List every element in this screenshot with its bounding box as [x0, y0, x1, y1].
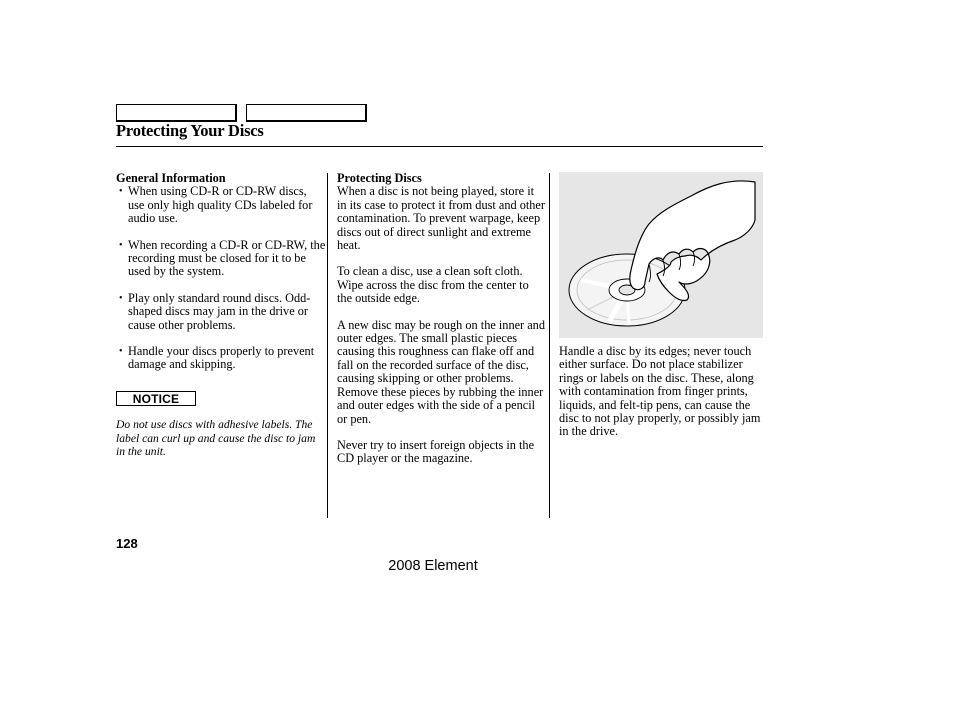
paragraph: To clean a disc, use a clean soft cloth. Wipe across the disc from the center to the outside edge. [337, 264, 529, 306]
column-illustration [559, 172, 763, 452]
general-information-list [116, 185, 326, 371]
column-protecting-discs [337, 172, 545, 479]
notice-badge: NOTICE [116, 391, 196, 406]
general-information-heading: General Information [116, 171, 226, 185]
section-tab-2 [246, 104, 367, 122]
title-rule [116, 146, 763, 147]
column-general-information [116, 172, 326, 459]
page-number: 128 [116, 536, 138, 551]
list-item: • Handle your discs properly to prevent damage and skipping. [116, 345, 326, 372]
column-divider-2 [549, 173, 550, 518]
notice-text: Do not use discs with adhesive labels. The label can curl up and cause the disc to jam in the unit. [116, 418, 316, 459]
protecting-discs-heading: Protecting Discs [337, 171, 422, 185]
list-item: • Play only standard round discs. Odd-shaped discs may jam in the drive or cause other problems. [116, 292, 326, 332]
illustration-caption: Handle a disc by its edges; never touch either surface. Do not place stabilizer rings or labels on the disc. These, along with contamination from finger prints, liquids, and felt-tip pens, can cause the disc to not play properly, or possibly jam in the drive. [559, 344, 761, 439]
footer-model: 2008 Element [388, 558, 478, 574]
disc-handling-illustration [559, 172, 763, 338]
page-title: Protecting Your Discs [116, 121, 264, 140]
paragraph: When a disc is not being played, store it in its case to protect it from dust and other contamination. To prevent warpage, keep discs out of direct sunlight and extreme heat. [337, 184, 545, 253]
hand-holding-disc-icon [559, 172, 763, 338]
paragraph: A new disc may be rough on the inner and outer edges. The small plastic pieces causing this roughness can flake off and fall on the recorded surface of the disc, causing skipping or other problems. Remove these pieces by rubbing the inner and outer edges with the side of a pencil or pen. [337, 317, 545, 426]
list-item: • When using CD-R or CD-RW discs, use only high quality CDs labeled for audio use. [116, 185, 326, 225]
paragraph: Never try to insert foreign objects in the CD player or the magazine. [337, 437, 535, 466]
list-item: • When recording a CD-R or CD-RW, the recording must be closed for it to be used by the system. [116, 239, 326, 279]
column-divider-1 [327, 173, 328, 518]
section-tab-1 [116, 104, 237, 122]
